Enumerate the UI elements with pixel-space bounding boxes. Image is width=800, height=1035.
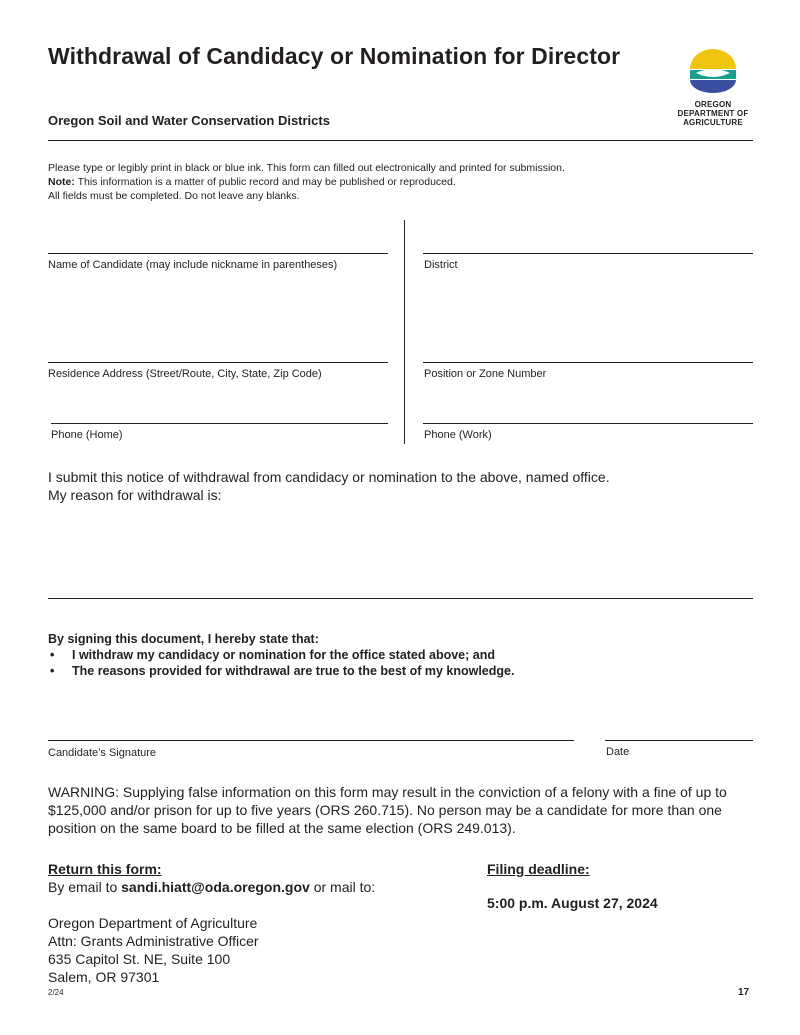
phone-home-input[interactable] <box>51 423 388 424</box>
phone-work-label: Phone (Work) <box>424 429 492 441</box>
oda-logo-icon <box>672 49 754 95</box>
logo-line-1: OREGON <box>694 100 732 109</box>
logo-line-3: AGRICULTURE <box>683 118 743 127</box>
page-title: Withdrawal of Candidacy or Nomination for Director <box>48 43 621 69</box>
withdrawal-reason-input[interactable] <box>48 598 753 599</box>
signature-label: Candidate’s Signature <box>48 747 157 759</box>
attestation-list <box>48 647 753 679</box>
column-divider <box>404 220 405 444</box>
withdrawal-line-2: My reason for withdrawal is: <box>48 487 222 503</box>
email-prefix: By email to <box>48 879 122 895</box>
email-link[interactable]: sandi.hiatt@oda.oregon.gov <box>121 879 310 895</box>
district-input[interactable] <box>423 253 753 254</box>
signature-input[interactable] <box>48 740 574 741</box>
date-label: Date <box>606 746 630 758</box>
phone-home-label: Phone (Home) <box>51 429 123 441</box>
revision-code: 2/24 <box>48 988 64 997</box>
instructions-line-3: All fields must be completed. Do not leave any blanks. <box>48 190 300 202</box>
return-form-section <box>48 860 448 986</box>
note-label: Note: <box>48 176 75 188</box>
candidate-name-input[interactable] <box>48 253 388 254</box>
return-form-heading: Return this form: <box>48 861 162 877</box>
district-label: District <box>424 259 458 271</box>
logo-sun-shape <box>690 49 736 69</box>
deadline-heading: Filing deadline: <box>487 861 590 877</box>
page-number: 17 <box>738 987 750 998</box>
position-zone-input[interactable] <box>423 362 753 363</box>
attestation-heading: By signing this document, I hereby state that: <box>48 632 319 646</box>
address-line: Salem, OR 97301 <box>48 969 160 985</box>
attestation-item: • The reasons provided for withdrawal are true to the best of my knowledge. <box>48 663 753 679</box>
logo-land-shape <box>690 80 736 93</box>
address-line: Oregon Department of Agriculture <box>48 915 258 931</box>
date-input[interactable] <box>605 740 753 741</box>
header-divider <box>48 140 753 141</box>
residence-address-input[interactable] <box>48 362 388 363</box>
attestation <box>48 631 753 679</box>
deadline-section <box>487 860 753 912</box>
email-suffix: or mail to: <box>309 879 376 895</box>
page-subtitle: Oregon Soil and Water Conservation Districts <box>48 113 330 128</box>
instructions-note <box>48 175 753 189</box>
position-zone-label: Position or Zone Number <box>424 368 547 380</box>
oda-logo <box>672 49 754 127</box>
deadline-value: 5:00 p.m. August 27, 2024 <box>487 895 658 911</box>
attestation-item: • I withdraw my candidacy or nomination for the office stated above; and <box>48 647 753 663</box>
withdrawal-statement <box>48 468 753 504</box>
address-line: Attn: Grants Administrative Officer <box>48 933 259 949</box>
instructions <box>48 161 753 203</box>
withdrawal-line-1: I submit this notice of withdrawal from candidacy or nomination to the above, named office. <box>48 469 610 485</box>
address-spacer <box>48 896 448 914</box>
instructions-line-1: Please type or legibly print in black or blue ink. This form can filled out electronically and printed for submission. <box>48 162 565 174</box>
address-line: 635 Capitol St. NE, Suite 100 <box>48 951 231 967</box>
candidate-name-label: Name of Candidate (may include nickname in parentheses) <box>48 259 338 271</box>
return-form-email-line <box>48 878 448 896</box>
warning-text: WARNING: Supplying false information on this form may result in the conviction of a felony with a fine of up to $125,000 and/or prison for up to five years (ORS 260.715). No person may be a candidate for more than one position on the same board to be filled at the same election (ORS 249.013). <box>48 784 727 836</box>
phone-work-input[interactable] <box>423 423 753 424</box>
logo-line-2: DEPARTMENT OF <box>677 109 749 118</box>
deadline-spacer <box>487 878 753 894</box>
residence-address-label: Residence Address (Street/Route, City, State, Zip Code) <box>48 368 322 380</box>
note-text: This information is a matter of public record and may be published or reproduced. <box>74 176 456 188</box>
